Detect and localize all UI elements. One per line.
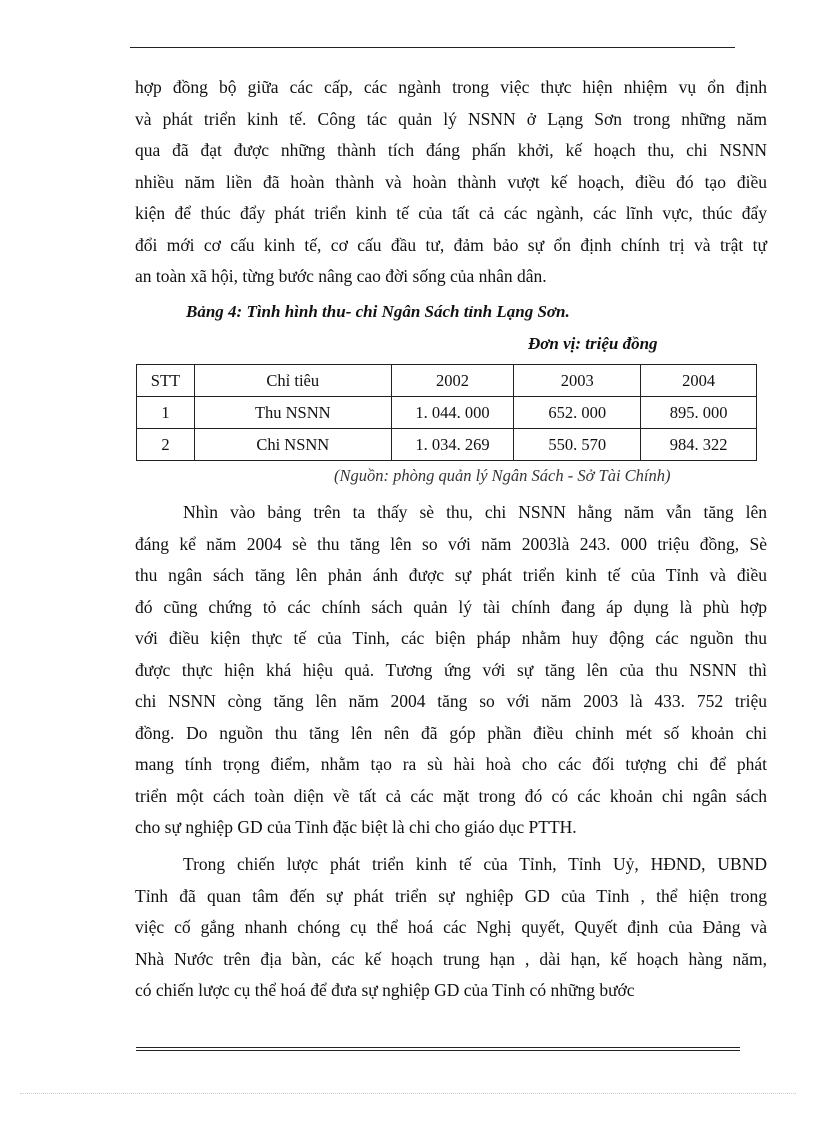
header-2004: 2004 [641, 365, 757, 397]
table-cell: 1. 034. 269 [391, 429, 514, 461]
text-line: Trong chiến lược phát triển kinh tế của Tỉnh, Tỉnh Uỷ, HĐND, UBND [183, 854, 767, 874]
table-caption: Bảng 4: Tình hình thu- chi Ngân Sách tỉnh Lạng Sơn. [186, 302, 570, 321]
table-unit: Đơn vị: triệu đồng [528, 334, 658, 353]
table-cell: 895. 000 [641, 397, 757, 429]
header-stt: STT [137, 365, 195, 397]
text-line: thu ngân sách tăng lên phản ánh được sự phát triển kinh tế của Tỉnh và điều [135, 565, 767, 585]
text-line: nhiều năm liền đã hoàn thành và hoàn thành vượt kế hoạch, điều đó tạo điều [135, 171, 767, 192]
paragraph-3 [135, 849, 767, 1007]
text-line: việc cố gắng nhanh chóng cụ thể hoá các Nghị quyết, Quyết định của Đảng và [135, 917, 767, 937]
text-line: đồng. Do nguồn thu tăng lên nên đã góp phần điều chỉnh mét số khoản chi [135, 722, 767, 743]
table-cell: 550. 570 [514, 429, 641, 461]
table-cell: 1 [137, 397, 195, 429]
text-line: mang tính trọng điểm, nhằm tạo ra sù hài hoà cho các đối tượng chi để phát [135, 754, 767, 774]
text-line: đổi mới cơ cấu kinh tế, cơ cấu đầu tư, đảm bảo sự ổn định chính trị và trật tự [135, 234, 767, 255]
paragraph-1 [135, 72, 767, 293]
header-2002: 2002 [391, 365, 514, 397]
header-indicator: Chỉ tiêu [194, 365, 391, 397]
text-line: được thực hiện khá hiệu quả. Tương ứng với sự tăng lên của thu NSNN thì [135, 659, 767, 680]
table-row [137, 397, 757, 429]
table-cell: 2 [137, 429, 195, 461]
text-line: Nhìn vào bảng trên ta thấy sè thu, chi NSNN hằng năm vẫn tăng lên [183, 502, 767, 522]
table-cell: Thu NSNN [194, 397, 391, 429]
text-line: cho sự nghiệp GD của Tỉnh đặc biệt là chi cho giáo dục PTTH. [135, 817, 577, 837]
text-line: triển một cách toàn diện về tất cả các mặt trong đó có các khoản chi ngân sách [135, 785, 767, 806]
paragraph-2 [135, 497, 767, 844]
text-line: chi NSNN còng tăng lên năm 2004 tăng so với năm 2003 là 433. 752 triệu [135, 691, 767, 711]
footer-rule [136, 1047, 740, 1051]
text-line: Tỉnh đã quan tâm đến sự phát triển sự nghiệp GD của Tỉnh , thể hiện trong [135, 885, 767, 906]
text-line: và phát triển kinh tế. Công tác quản lý NSNN ở Lạng Sơn trong những năm [135, 108, 767, 129]
table-row [137, 429, 757, 461]
text-line: có chiến lược cụ thể hoá để đưa sự nghiệp GD của Tỉnh có những bước [135, 980, 635, 1000]
budget-table [136, 364, 757, 461]
header-rule [130, 47, 735, 48]
text-line: an toàn xã hội, từng bước nâng cao đời sống của nhân dân. [135, 266, 547, 286]
header-2003: 2003 [514, 365, 641, 397]
table-source: (Nguồn: phòng quản lý Ngân Sách - Sở Tài Chính) [334, 466, 671, 485]
text-line: qua đã đạt được những thành tích đáng phấn khởi, kế hoạch thu, chi NSNN [135, 140, 767, 160]
text-line: đó cũng chứng tỏ các chính sách quản lý tài chính đang áp dụng là phù hợp [135, 596, 767, 617]
text-line: kiện để thúc đẩy phát triển kinh tế của tất cả các ngành, các lĩnh vực, thúc đẩy [135, 203, 767, 223]
text-line: Nhà Nước trên địa bàn, các kế hoạch trung hạn , dài hạn, kế hoạch hàng năm, [135, 948, 767, 969]
table-cell: 652. 000 [514, 397, 641, 429]
table-cell: 984. 322 [641, 429, 757, 461]
page-edge-divider [20, 1093, 796, 1094]
text-line: với điều kiện thực tế của Tỉnh, các biện pháp nhằm huy động các nguồn thu [135, 628, 767, 648]
text-line: đáng kể năm 2004 sè thu tăng lên so với năm 2003là 243. 000 triệu đồng, Sè [135, 533, 767, 554]
table-cell: Chi NSNN [194, 429, 391, 461]
text-line: hợp đồng bộ giữa các cấp, các ngành trong việc thực hiện nhiệm vụ ổn định [135, 77, 767, 97]
table-header-row [137, 365, 757, 397]
table-cell: 1. 044. 000 [391, 397, 514, 429]
